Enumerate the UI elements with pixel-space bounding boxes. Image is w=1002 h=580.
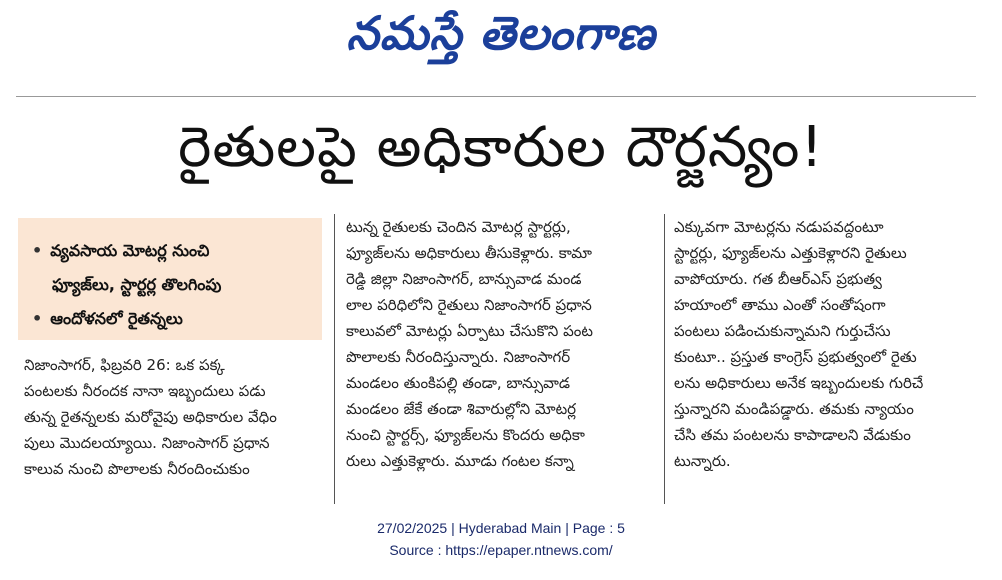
- newspaper-masthead: నమస్తే తెలంగాణ: [346, 6, 656, 60]
- column-line: పంటలు పడించుకున్నామని గుర్తుచేసు: [674, 322, 891, 340]
- article-column-3: [674, 214, 980, 474]
- edition-info: 27/02/2025 | Hyderabad Main | Page : 5: [377, 520, 625, 536]
- highlight-item-1-continued: ఫ్యూజ్‌లు, స్టార్టర్ల తొలగింపు: [52, 275, 222, 294]
- column-line: లను అధికారులు అనేక ఇబ్బందులకు గురిచే: [674, 374, 924, 392]
- column-line: తున్న రైతన్నలకు మరోవైపు అధికారుల వేధిం: [24, 408, 277, 426]
- highlights-box: [18, 218, 322, 340]
- source-link[interactable]: Source : https://epaper.ntnews.com/: [389, 542, 613, 558]
- bullet-icon: •: [32, 309, 43, 328]
- column-line: పొలాలకు నీరందిస్తున్నారు. నిజాంసాగర్: [346, 348, 571, 366]
- highlight-item-2: • ఆందోళనలో రైతన్నలు: [32, 309, 183, 328]
- column-line: టున్నారు.: [674, 452, 731, 470]
- article-headline: రైతులపై అధికారుల దౌర్జన్యం!: [178, 115, 824, 180]
- column-line: కాలువలో మోటర్లు ఏర్పాటు చేసుకొని పంట: [346, 322, 593, 340]
- column-line: కాలువ నుంచి పొలాలకు నీరందించుకుం: [24, 460, 250, 478]
- masthead-divider: [16, 96, 976, 97]
- column-line: లాల పరిధిలోని రైతులు నిజాంసాగర్ ప్రధాన: [346, 296, 592, 314]
- article-column-1: [24, 352, 320, 482]
- column-line: టున్న రైతులకు చెందిన మోటర్ల స్టార్టర్లు,: [346, 218, 571, 236]
- column-line: పులు మొదలయ్యాయి. నిజాంసాగర్ ప్రధాన: [24, 434, 270, 452]
- column-line: మండలం జేకే తండా శివారుల్లోని మోటర్ల: [346, 400, 577, 418]
- column-line: కుంటూ.. ప్రస్తుత కాంగ్రెస్ ప్రభుత్వంలో రైతు: [674, 348, 917, 366]
- column-line: హయాంలో తాము ఎంతో సంతోషంగా: [674, 296, 886, 314]
- column-line: మండలం తుంకిపల్లి తండా, బాన్సువాడ: [346, 374, 571, 392]
- column-line: వాపోయారు. గత బీఆర్‌ఎస్ ప్రభుత్వ: [674, 270, 882, 288]
- column-line: స్టార్టర్లు, ఫ్యూజ్‌లను ఎత్తుకెళ్లారని రైతులు: [674, 244, 907, 262]
- article-column-2: [346, 214, 652, 474]
- column-line: పంటలకు నీరందక నానా ఇబ్బందులు పడు: [24, 382, 266, 400]
- column-line: ఫ్యూజ్‌లను అధికారులు తీసుకెళ్లారు. కామా: [346, 244, 592, 262]
- column-divider: [664, 214, 665, 504]
- column-divider: [334, 214, 335, 504]
- column-line: నుంచి స్టార్టర్స్, ఫ్యూజ్‌లను కొందరు అధికా: [346, 426, 585, 444]
- column-line: ఎక్కువగా మోటర్లను నడుపవద్దంటూ: [674, 218, 884, 236]
- column-line: చేసి తమ పంటలను కాపాడాలని వేడుకుం: [674, 426, 911, 444]
- column-line: స్తున్నారని మండిపడ్డారు. తమకు న్యాయం: [674, 400, 914, 418]
- column-line: రులు ఎత్తుకెళ్లారు. మూడు గంటల కన్నా: [346, 452, 574, 470]
- column-line: నిజాంసాగర్, ఫిబ్రవరి 26: ఒక పక్క: [24, 356, 225, 374]
- column-line: రెడ్డి జిల్లా నిజాంసాగర్, బాన్సువాడ మండ: [346, 270, 582, 288]
- bullet-icon: •: [32, 241, 43, 260]
- highlight-item-1: • వ్యవసాయ మోటర్ల నుంచి: [32, 241, 210, 260]
